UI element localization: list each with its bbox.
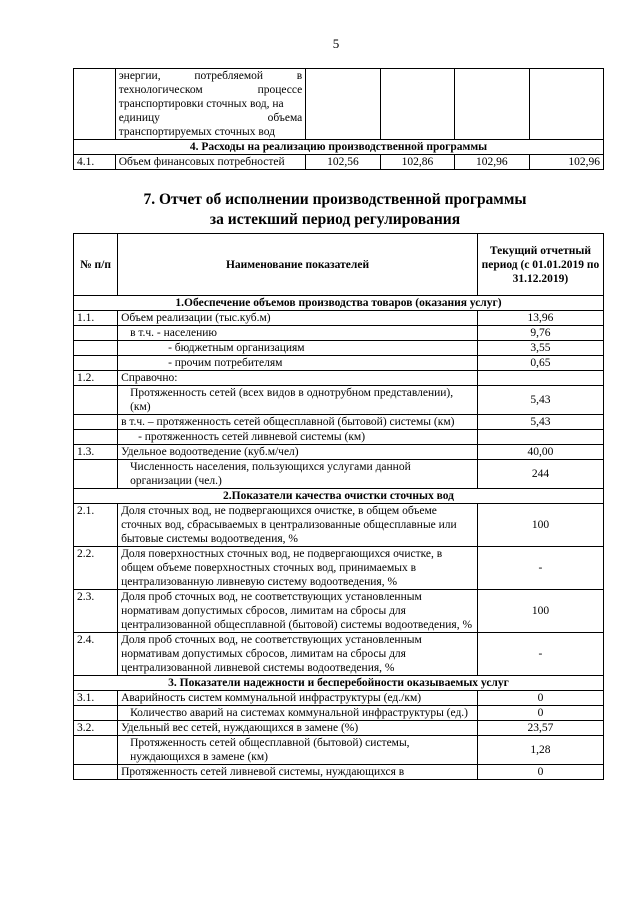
row-name: Удельное водоотведение (куб.м/чел): [118, 445, 478, 460]
row-value: -: [477, 547, 603, 590]
table-row: [74, 69, 604, 140]
row-value: 102,96: [455, 155, 529, 170]
table-row: [74, 504, 604, 547]
table-cell: [306, 69, 380, 140]
row-value: 23,57: [477, 721, 603, 736]
row-value: 0,65: [477, 356, 603, 371]
table-row: [74, 155, 604, 170]
row-name: Доля поверхностных сточных вод, не подвергающихся очистке, в общем объеме поверхностных сточных вод, принимаемых в централизованную ливневую систему водоотведения, %: [118, 547, 478, 590]
row-name: Протяженность сетей ливневой системы, нуждающихся в: [118, 765, 478, 780]
table-row: [74, 590, 604, 633]
row-number: 1.2.: [74, 371, 118, 386]
row-number: 1.3.: [74, 445, 118, 460]
row-name: Объем реализации (тыс.куб.м): [118, 311, 478, 326]
row-value: 5,43: [477, 415, 603, 430]
row-name: Удельный вес сетей, нуждающихся в замене (%): [118, 721, 478, 736]
text-line: транспортируемых сточных вод: [118, 126, 275, 138]
report-table: [73, 233, 604, 780]
row-number: [74, 415, 118, 430]
row-value: 244: [477, 460, 603, 489]
row-number: [74, 326, 118, 341]
row-value: 0: [477, 706, 603, 721]
row-name: Доля проб сточных вод, не соответствующих установленным нормативам допустимых сбросов, лимитам на сбросы для централизованной ливневой системы водоотведения, %: [118, 633, 478, 676]
row-value: 100: [477, 504, 603, 547]
table-cell: [455, 69, 529, 140]
table-row: [74, 633, 604, 676]
table-cell: [74, 69, 116, 140]
table-row: [74, 547, 604, 590]
table-cell: [529, 69, 603, 140]
row-name: - протяженность сетей ливневой системы (км): [118, 430, 478, 445]
row-number: 1.1.: [74, 311, 118, 326]
row-number: 2.1.: [74, 504, 118, 547]
row-value: 3,55: [477, 341, 603, 356]
section-title: 3. Показатели надежности и бесперебойности оказываемых услуг: [74, 676, 604, 691]
row-number: [74, 460, 118, 489]
row-name: в т.ч. – протяженность сетей общесплавной (бытовой) системы (км): [118, 415, 478, 430]
table-row: [74, 356, 604, 371]
row-number: [74, 765, 118, 780]
header-name: Наименование показателей: [118, 234, 478, 296]
row-number: [74, 706, 118, 721]
row-value: 0: [477, 691, 603, 706]
table-row: [74, 460, 604, 489]
row-number: 4.1.: [74, 155, 116, 170]
row-name: Объем финансовых потребностей: [115, 155, 306, 170]
table-cell: [380, 69, 454, 140]
row-value: -: [477, 633, 603, 676]
row-value: 13,96: [477, 311, 603, 326]
header-num: № п/п: [74, 234, 118, 296]
row-name: - бюджетным организациям: [118, 341, 478, 356]
row-number: 2.3.: [74, 590, 118, 633]
section-row: [74, 676, 604, 691]
table-row: [74, 765, 604, 780]
table-row: [74, 311, 604, 326]
row-number: [74, 386, 118, 415]
row-value: 1,28: [477, 736, 603, 765]
table-row: [74, 341, 604, 356]
table-row: [74, 430, 604, 445]
row-value: 102,96: [529, 155, 603, 170]
table-row: [74, 445, 604, 460]
row-value: 40,00: [477, 445, 603, 460]
continued-text-cell: [115, 69, 306, 140]
row-name: Количество аварий на системах коммунальной инфраструктуры (ед.): [118, 706, 478, 721]
text-line: технологическом процессе: [118, 84, 303, 96]
row-number: 3.2.: [74, 721, 118, 736]
row-name: Доля сточных вод, не подвергающихся очистке, в общем объеме сточных вод, сбрасываемых в централизованные общесплавные или бытовые системы водоотведения, %: [118, 504, 478, 547]
row-name: Протяженность сетей общесплавной (бытовой) системы, нуждающихся в замене (км): [118, 736, 478, 765]
table-row: [74, 691, 604, 706]
report-heading-line-1: 7. Отчет об исполнении производственной программы: [143, 191, 527, 208]
row-number: [74, 430, 118, 445]
text-line: транспортировки сточных вод, на: [118, 98, 284, 110]
row-name: Аварийность систем коммунальной инфраструктуры (ед./км): [118, 691, 478, 706]
row-number: [74, 736, 118, 765]
row-name: Доля проб сточных вод, не соответствующих установленным нормативам допустимых сбросов, лимитам на сбросы для централизованной общесплавной (бытовой) системы водоотведения, %: [118, 590, 478, 633]
row-number: 2.4.: [74, 633, 118, 676]
row-value: [477, 371, 603, 386]
header-period: Текущий отчетный период (с 01.01.2019 по 31.12.2019): [477, 234, 603, 296]
row-name: - прочим потребителям: [118, 356, 478, 371]
table-header-row: [74, 234, 604, 296]
row-value: [477, 430, 603, 445]
section-row: [74, 140, 604, 155]
section-title: 4. Расходы на реализацию производственной программы: [74, 140, 604, 155]
section-title: 2.Показатели качества очистки сточных вод: [74, 489, 604, 504]
table-row: [74, 326, 604, 341]
section-title: 1.Обеспечение объемов производства товаров (оказания услуг): [74, 296, 604, 311]
row-number: 2.2.: [74, 547, 118, 590]
row-value: 102,56: [306, 155, 380, 170]
section-row: [74, 296, 604, 311]
text-line: единицу объема: [118, 112, 303, 124]
text-line: энергии, потребляемой в: [118, 70, 303, 82]
row-number: [74, 356, 118, 371]
section-row: [74, 489, 604, 504]
table-row: [74, 415, 604, 430]
report-heading-line-2: за истекший период регулирования: [209, 211, 461, 228]
row-name: Справочно:: [118, 371, 478, 386]
row-value: 5,43: [477, 386, 603, 415]
table-row: [74, 706, 604, 721]
row-name: в т.ч. - населению: [118, 326, 478, 341]
row-name: Протяженность сетей (всех видов в однотрубном представлении), (км): [118, 386, 478, 415]
row-value: 0: [477, 765, 603, 780]
row-number: 3.1.: [74, 691, 118, 706]
row-number: [74, 341, 118, 356]
page-number: 5: [332, 36, 340, 51]
row-value: 102,86: [380, 155, 454, 170]
table-row: [74, 371, 604, 386]
continued-table: [73, 68, 604, 170]
table-row: [74, 721, 604, 736]
row-value: 9,76: [477, 326, 603, 341]
row-name: Численность населения, пользующихся услугами данной организации (чел.): [118, 460, 478, 489]
table-row: [74, 736, 604, 765]
table-row: [74, 386, 604, 415]
row-value: 100: [477, 590, 603, 633]
